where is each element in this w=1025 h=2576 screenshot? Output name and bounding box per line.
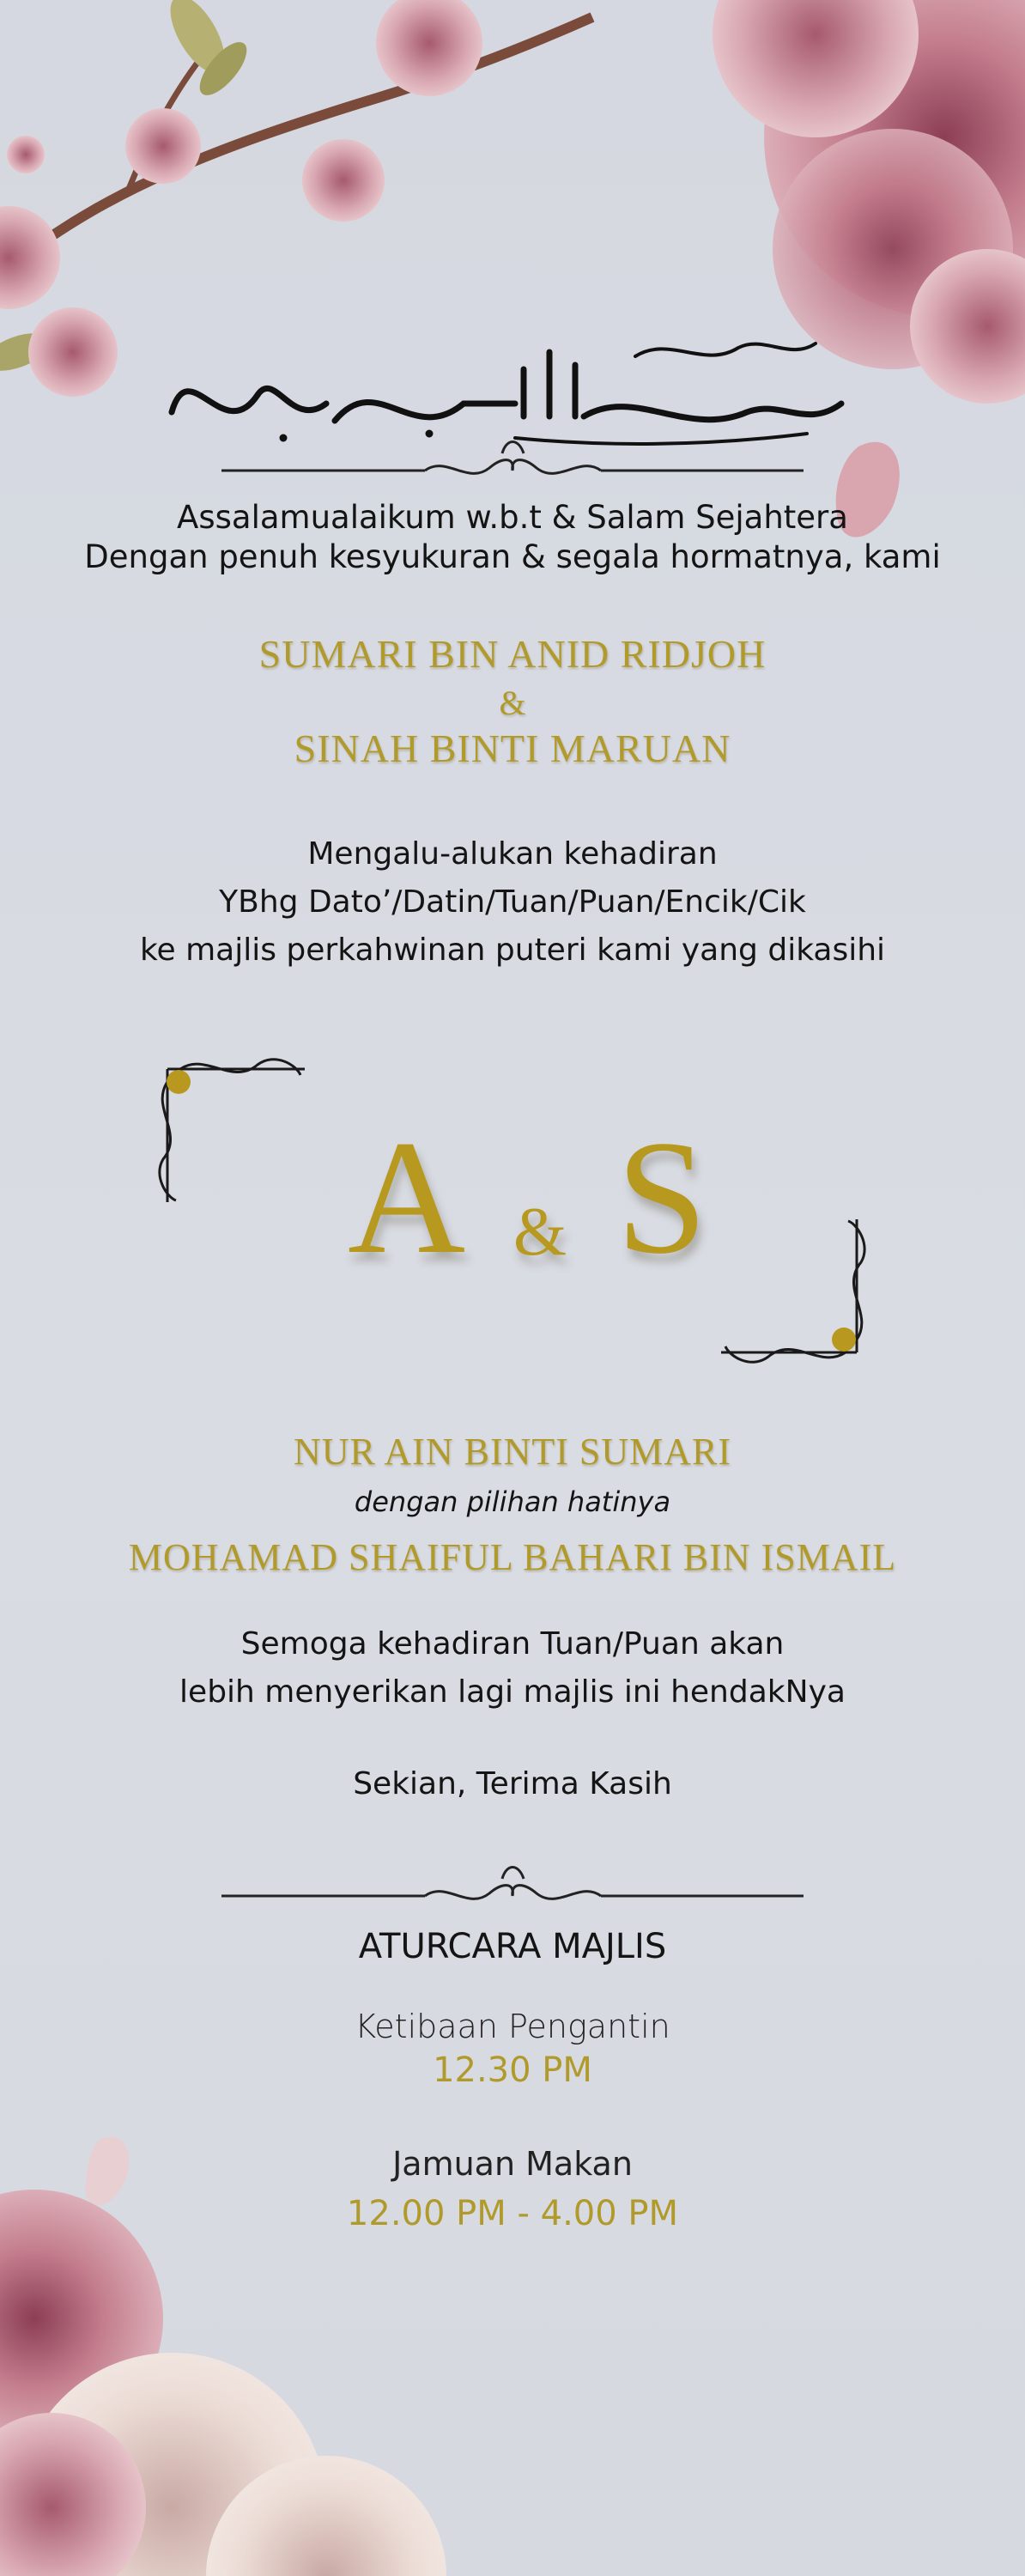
welcome-line-3: ke majlis perkahwinan puteri kami yang dikasihi [139, 933, 886, 968]
welcome-line-1: Mengalu-alukan kehadiran [307, 836, 718, 872]
greeting-line-2: Dengan penuh kesyukuran & segala hormatnya, kami [84, 538, 941, 575]
monogram-left: A [348, 1108, 466, 1288]
monogram-right: S [616, 1108, 707, 1288]
bride-name: NUR AIN BINTI SUMARI [293, 1431, 732, 1473]
closing-line-1: Semoga kehadiran Tuan/Puan akan [240, 1626, 785, 1662]
mother-name: SINAH BINTI MARUAN [294, 726, 731, 770]
welcome-line-2: YBhg Dato’/Datin/Tuan/Puan/Encik/Cik [219, 884, 806, 920]
schedule-item-label-2: Jamuan Makan [392, 2145, 633, 2183]
groom-name: MOHAMAD SHAIFUL BAHARI BIN ISMAIL [128, 1536, 897, 1578]
schedule-item-label-1: Ketibaan Pengantin [355, 2008, 670, 2045]
schedule-item-time-2: 12.00 PM - 4.00 PM [346, 2194, 679, 2233]
greeting-line-1: Assalamualaikum w.b.t & Salam Sejahtera [177, 499, 848, 536]
parents-ampersand: & [499, 683, 526, 722]
father-name: SUMARI BIN ANID RIDJOH [258, 632, 767, 676]
thanks-text: Sekian, Terima Kasih [353, 1766, 672, 1801]
monogram-ampersand: & [513, 1194, 567, 1270]
couple-connector: dengan pilihan hatinya [354, 1485, 671, 1518]
schedule-item-time-1: 12.30 PM [433, 2050, 592, 2090]
schedule-title: ATURCARA MAJLIS [358, 1927, 667, 1966]
closing-line-2: lebih menyerikan lagi majlis ini hendakNya [179, 1674, 846, 1710]
